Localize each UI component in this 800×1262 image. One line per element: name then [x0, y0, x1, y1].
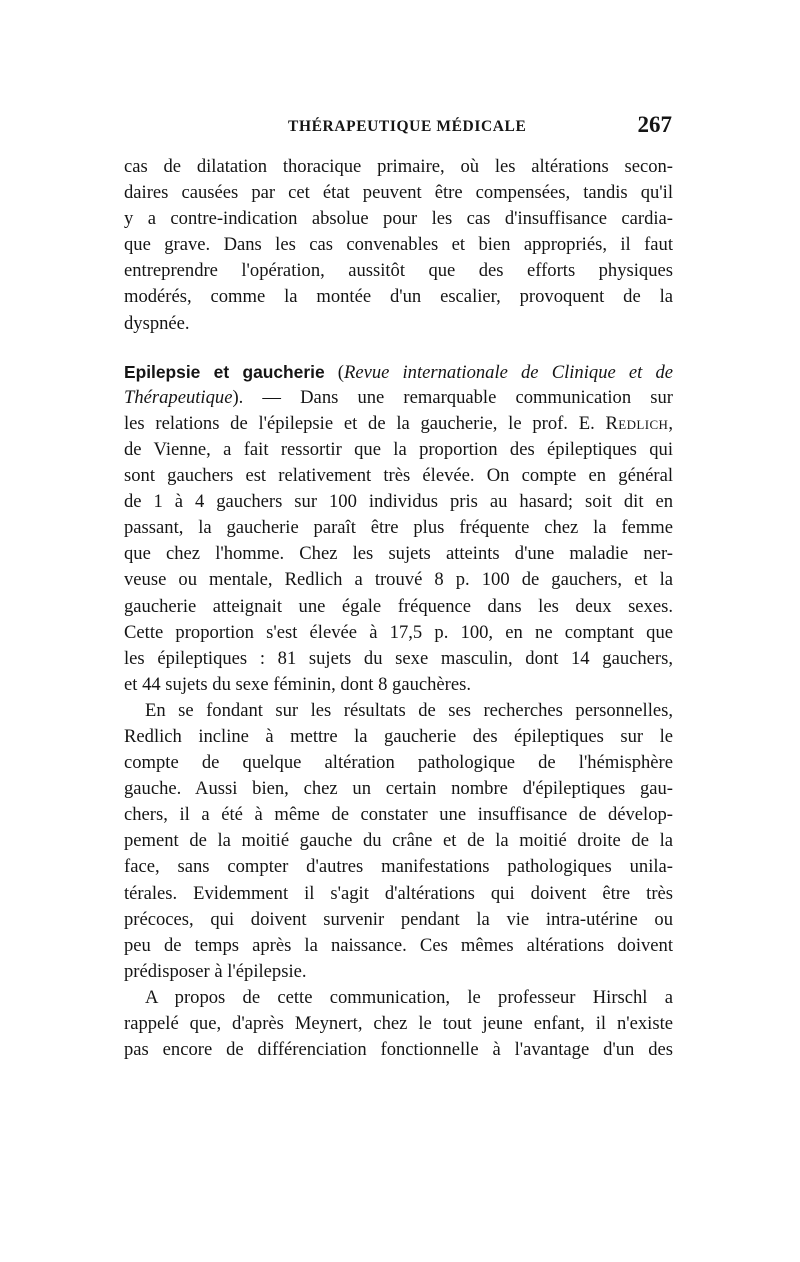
text-line: dyspnée.	[124, 312, 190, 334]
heading-line	[124, 359, 673, 385]
text-line: rappelé que, d'après Meynert, chez le tout jeune enfant, il n'existe	[124, 1013, 673, 1034]
line-text: les relations de l'épilepsie et de la gaucherie, le prof. E.	[124, 412, 606, 434]
text-line: et 44 sujets du sexe féminin, dont 8 gauchères.	[124, 673, 471, 695]
article-paragraph-3	[124, 985, 673, 1063]
text-line: térales. Evidemment il s'agit d'altérations qui doivent être très	[124, 882, 673, 904]
text-line: entreprendre l'opération, aussitôt que des efforts physiques	[124, 260, 673, 282]
text-line: y a contre-indication absolue pour les cas d'insuffisance cardia-	[124, 208, 673, 230]
source-title: Revue internationale de Clinique et de	[343, 361, 673, 383]
text-line: gauche. Aussi bien, chez un certain nombre d'épileptiques gau-	[124, 778, 673, 800]
source-title-end: Thérapeutique	[124, 386, 233, 408]
running-title: THÉRAPEUTIQUE MÉDICALE	[288, 118, 527, 135]
author-name: Redlich	[605, 412, 669, 434]
text-line: que chez l'homme. Chez les sujets atteints d'une maladie ner-	[124, 543, 673, 565]
text-line: Redlich incline à mettre la gaucherie des épileptiques sur le	[124, 725, 673, 747]
text-line: pement de la moitié gauche du crâne et de la moitié droite de la	[124, 830, 673, 852]
text-line: les épileptiques : 81 sujets du sexe masculin, dont 14 gauchers,	[124, 647, 673, 669]
article-paragraph-1	[124, 359, 673, 698]
text-line: compte de quelque altération pathologique de l'hémisphère	[124, 752, 673, 774]
text-line	[124, 411, 673, 437]
line-text: ,	[668, 412, 673, 434]
text-line: cas de dilatation thoracique primaire, où les altérations secon-	[124, 156, 673, 177]
text-line: face, sans compter d'autres manifestations pathologiques unila-	[124, 856, 673, 878]
text-line: modérés, comme la montée d'un escalier, provoquent de la	[124, 286, 673, 308]
text-line: prédisposer à l'épilepsie.	[124, 960, 307, 982]
source-open-paren: (	[337, 361, 344, 383]
text-line: A propos de cette communication, le professeur Hirschl a	[145, 986, 673, 1008]
text-line: de Vienne, a fait ressortir que la proportion des épileptiques qui	[124, 438, 673, 460]
text-line: précoces, qui doivent survenir pendant la vie intra-utérine ou	[124, 908, 673, 930]
text-line: gaucherie atteignait une égale fréquence dans les deux sexes.	[124, 595, 673, 617]
text-line: Cette proportion s'est élevée à 17,5 p. 100, en ne comptant que	[124, 621, 673, 643]
running-head	[124, 112, 676, 142]
text-line	[124, 385, 673, 411]
continuation-paragraph	[124, 154, 673, 337]
text-line: que grave. Dans les cas convenables et bien appropriés, il faut	[124, 234, 673, 256]
paragraph-gap	[124, 337, 673, 359]
page-number: 267	[637, 112, 672, 137]
line-text: ). — Dans une remarquable communication sur	[232, 386, 673, 408]
article-paragraph-2	[124, 698, 673, 985]
article-heading: Epilepsie et gaucherie	[124, 361, 325, 382]
text-line: de 1 à 4 gauchers sur 100 individus pris au hasard; soit dit en	[124, 491, 673, 513]
body-text	[124, 154, 673, 1063]
text-line: daires causées par cet état peuvent être compensées, tandis qu'il	[124, 182, 673, 204]
text-line: pas encore de différenciation fonctionnelle à l'avantage d'un des	[124, 1039, 673, 1061]
text-line: peu de temps après la naissance. Ces mêmes altérations doivent	[124, 934, 673, 956]
text-line: En se fondant sur les résultats de ses recherches personnelles,	[145, 699, 673, 721]
text-line: passant, la gaucherie paraît être plus fréquente chez la femme	[124, 517, 673, 539]
text-line: chers, il a été à même de constater une insuffisance de dévelop-	[124, 804, 673, 826]
text-line: sont gauchers est relativement très élevée. On compte en général	[124, 465, 673, 487]
text-line: veuse ou mentale, Redlich a trouvé 8 p. 100 de gauchers, et la	[124, 569, 673, 591]
